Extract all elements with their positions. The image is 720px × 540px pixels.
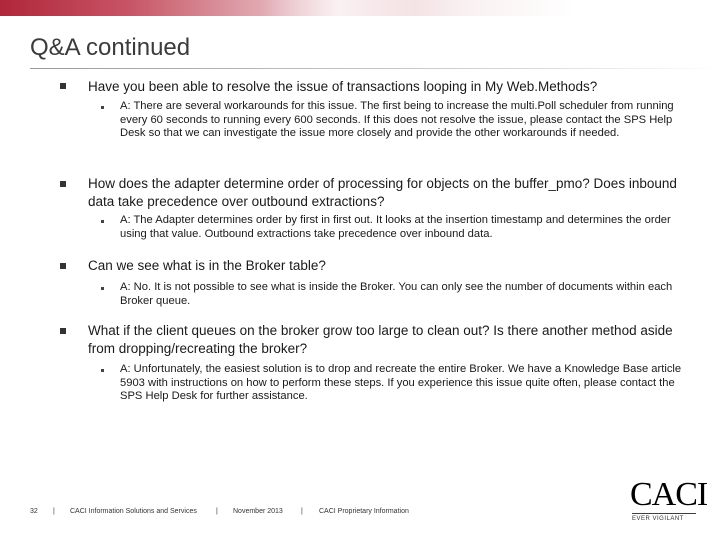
- answer-bullet: [101, 287, 104, 290]
- answer-3: A: No. It is not possible to see what is inside the Broker. You can only see the number of documents within each Broker queue.: [120, 281, 673, 307]
- answer-bullet: [101, 220, 104, 223]
- logo-tagline: EVER VIGILANT: [632, 516, 684, 522]
- header-gradient-bar: [0, 0, 720, 16]
- footer-date: November 2013: [233, 508, 283, 515]
- answer-4: A: Unfortunately, the easiest solution is to drop and recreate the entire Broker. We have a Knowledge Base article 5903 with instructions on how to perform these steps. If you experience this issue quite often, please contact the SPS Help Desk for further assistance.: [120, 363, 682, 402]
- logo-wordmark: CACI: [630, 476, 708, 513]
- question-1: Have you been able to resolve the issue of transactions looping in My Web.Methods?: [88, 79, 598, 94]
- footer-separator: |: [53, 508, 55, 515]
- question-4: What if the client queues on the broker grow too large to clean out? Is there another method aside from dropping/recreating the broker?: [88, 323, 673, 356]
- slide-title: Q&A continued: [30, 34, 191, 61]
- footer-separator: |: [301, 508, 303, 515]
- question-2: How does the adapter determine order of processing for objects on the buffer_pmo? Does inbound data take precedence over outbound extractions?: [88, 176, 677, 209]
- question-3: Can we see what is in the Broker table?: [88, 258, 326, 273]
- footer-separator: |: [216, 508, 218, 515]
- logo-divider: [632, 513, 696, 514]
- question-bullet: [60, 181, 66, 187]
- answer-2: A: The Adapter determines order by first in first out. It looks at the insertion timestamp and determines the order using that value. Outbound extractions take precedence over inbound data.: [120, 214, 671, 240]
- question-bullet: [60, 83, 66, 89]
- answer-bullet: [101, 106, 104, 109]
- question-bullet: [60, 263, 66, 269]
- footer-company: CACI Information Solutions and Services: [70, 508, 197, 515]
- answer-bullet: [101, 369, 104, 372]
- footer-classification: CACI Proprietary Information: [319, 508, 409, 515]
- page-number: 32: [30, 508, 38, 515]
- answer-1: A: There are several workarounds for this issue. The first being to increase the multi.Poll scheduler from running every 60 seconds to running every 600 seconds. If this does not resolve the issue, please contact the SPS Help Desk so that we can investigate the issue more closely and provide the other workarounds if needed.: [120, 100, 674, 139]
- header-highlight: [260, 0, 420, 16]
- title-underline: [30, 68, 720, 69]
- footer: [0, 506, 720, 520]
- question-bullet: [60, 328, 66, 334]
- caci-logo: [630, 476, 708, 524]
